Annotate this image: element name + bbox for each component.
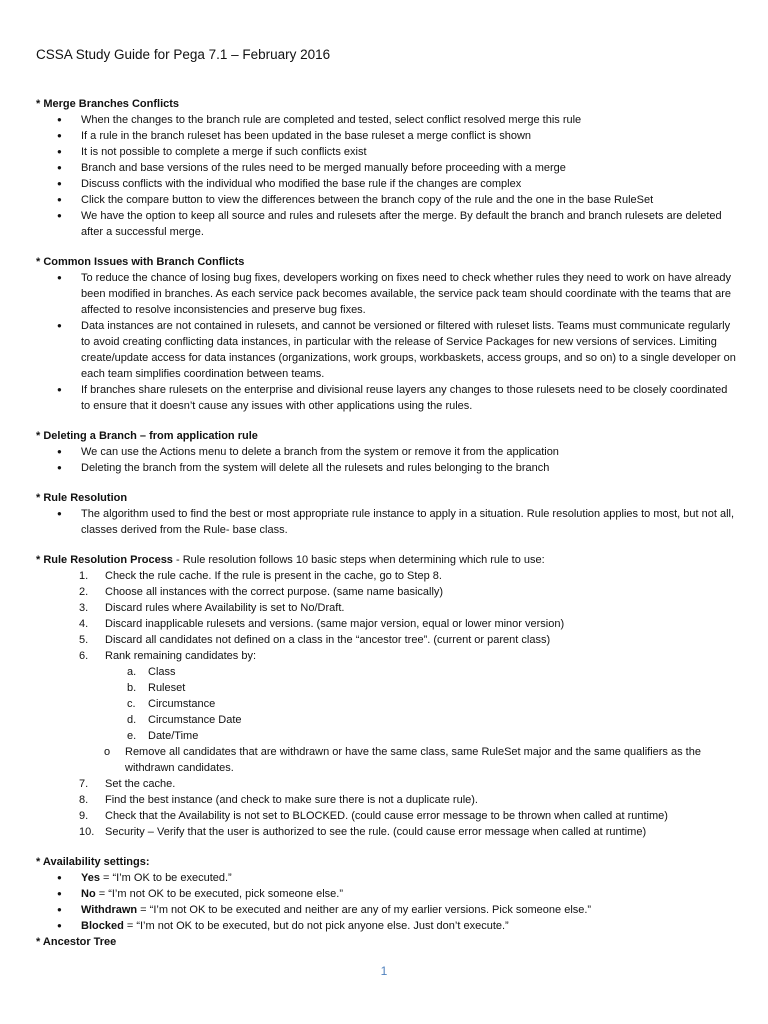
term-description: = “I’m not OK to be executed, but do not pick anyone else. Just don’t execute.”	[123, 920, 509, 932]
item-letter: e.	[127, 730, 137, 742]
step-number: 4.	[79, 618, 89, 630]
rank-list	[36, 664, 736, 744]
list-item	[36, 584, 736, 600]
list-item: ● It is not possible to complete a merge if such conflicts exist	[36, 144, 736, 160]
list-item	[36, 616, 736, 632]
bullet-list	[36, 444, 736, 476]
section-heading: * Common Issues with Branch Conflicts	[36, 256, 245, 268]
list-item	[36, 632, 736, 648]
term-description: = “I’m not OK to be executed and neither are any of my earlier versions. Pick someone else.”	[137, 904, 592, 916]
item-text: Class	[148, 666, 176, 678]
section-heading-ancestor-tree: * Ancestor Tree	[36, 936, 117, 948]
term: Withdrawn	[81, 904, 138, 916]
term-description: = “I’m OK to be executed.”	[99, 872, 232, 884]
item-text: Circumstance Date	[148, 714, 242, 726]
section-rule-resolution-process	[36, 552, 736, 840]
step-text: Discard all candidates not defined on a class in the “ancestor tree”. (current or parent class)	[105, 634, 551, 646]
list-item: ● If branches share rulesets on the enterprise and divisional reuse layers any changes to those rulesets need to be closely coordinated to ensure that it doesn’t cause any issues with other applications using the rules.	[36, 382, 736, 414]
step-number: 8.	[79, 794, 89, 806]
section-merge-branches-conflicts	[36, 96, 736, 240]
section-heading: * Availability settings:	[36, 856, 150, 868]
page-number: 1	[380, 964, 388, 978]
step-text: Discard inapplicable rulesets and versions. (same major version, equal or lower minor version)	[105, 618, 565, 630]
step-text: Rank remaining candidates by:	[105, 650, 257, 662]
item-letter: d.	[127, 714, 137, 726]
term: Blocked	[81, 920, 124, 932]
item-text: Ruleset	[148, 682, 186, 694]
list-item: ● We can use the Actions menu to delete a branch from the system or remove it from the application	[36, 444, 736, 460]
bullet-list	[36, 112, 736, 240]
item-letter: a.	[127, 666, 137, 678]
item-letter: c.	[127, 698, 136, 710]
step-text: Check that the Availability is not set to BLOCKED. (could cause error message to be thrown when called at runtime)	[105, 810, 668, 822]
step-number: 3.	[79, 602, 89, 614]
list-item: ● Branch and base versions of the rules need to be merged manually before proceeding with a merge	[36, 160, 736, 176]
list-item	[36, 792, 736, 808]
heading-description: - Rule resolution follows 10 basic steps when determining which rule to use:	[172, 554, 545, 566]
list-item	[36, 568, 736, 584]
list-item: ● Deleting the branch from the system will delete all the rulesets and rules belonging to the branch	[36, 460, 736, 476]
step-text: Security – Verify that the user is authorized to see the rule. (could cause error message when called at runtime)	[105, 826, 647, 838]
section-deleting-branch	[36, 428, 736, 476]
term: No	[81, 888, 96, 900]
list-item	[36, 696, 736, 712]
section-heading	[36, 552, 736, 568]
list-item	[36, 664, 736, 680]
section-rule-resolution	[36, 490, 736, 538]
section-common-issues	[36, 254, 736, 414]
list-item	[36, 712, 736, 728]
step-text: Set the cache.	[105, 778, 176, 790]
list-item: ● If a rule in the branch ruleset has been updated in the base ruleset a merge conflict is shown	[36, 128, 736, 144]
bullet-list	[36, 270, 736, 414]
heading-bold: * Rule Resolution Process	[36, 554, 173, 566]
list-item	[36, 808, 736, 824]
list-item: ● Data instances are not contained in rulesets, and cannot be versioned or filtered with ruleset lists. Teams must communicate regularly to avoid creating conflicting data instances, in particular with the release of Service Packages for new versions of services. Limiting create/update access for data instances (organizations, work groups, workbaskets, access groups, and so on) to a single developer on each team simplifies coordination between teams.	[36, 318, 736, 382]
numbered-list	[36, 776, 736, 840]
list-item	[36, 902, 736, 918]
list-item: ● To reduce the chance of losing bug fixes, developers working on fixes need to check whether rules they need to work on have already been modified in branches. As each service pack becomes available, the service pack team should coordinate with the teams that are affected to resolve inconsistencies and preserve bug fixes.	[36, 270, 736, 318]
step-number: 9.	[79, 810, 89, 822]
document-title: CSSA Study Guide for Pega 7.1 – February 2016	[36, 47, 331, 62]
section-heading: * Merge Branches Conflicts	[36, 98, 180, 110]
list-item	[36, 648, 736, 664]
term-description: = “I’m not OK to be executed, pick someone else.”	[95, 888, 343, 900]
list-item	[36, 680, 736, 696]
step-number: 10.	[79, 826, 95, 838]
step-number: 7.	[79, 778, 89, 790]
item-text: Circumstance	[148, 698, 216, 710]
list-item: ● We have the option to keep all source and rules and rulesets after the merge. By default the branch and branch rulesets are deleted after a successful merge.	[36, 208, 736, 240]
list-item: ● Discuss conflicts with the individual who modified the base rule if the changes are complex	[36, 176, 736, 192]
list-item	[36, 918, 736, 934]
numbered-list	[36, 568, 736, 664]
step-text: Check the rule cache. If the rule is present in the cache, go to Step 8.	[105, 570, 442, 582]
list-item: ● Click the compare button to view the differences between the branch copy of the rule and the one in the base RuleSet	[36, 192, 736, 208]
item-text: Date/Time	[148, 730, 199, 742]
bullet-list	[36, 870, 736, 934]
bullet-list	[36, 506, 736, 538]
document-body	[36, 96, 736, 950]
list-item	[36, 728, 736, 744]
step-number: 1.	[79, 570, 89, 582]
step-number: 5.	[79, 634, 89, 646]
list-item	[36, 824, 736, 840]
step-text: Find the best instance (and check to make sure there is not a duplicate rule).	[105, 794, 478, 806]
list-item	[36, 776, 736, 792]
step-text: Discard rules where Availability is set to No/Draft.	[105, 602, 345, 614]
section-availability-settings	[36, 854, 736, 950]
step-text: Choose all instances with the correct purpose. (same name basically)	[105, 586, 444, 598]
item-letter: b.	[127, 682, 137, 694]
list-item: ● When the changes to the branch rule are completed and tested, select conflict resolved merge this rule	[36, 112, 736, 128]
remove-candidates-note	[36, 744, 736, 776]
step-number: 2.	[79, 586, 89, 598]
step-number: 6.	[79, 650, 89, 662]
list-item: ● The algorithm used to find the best or most appropriate rule instance to apply in a situation. Rule resolution applies to most, but not all, classes derived from the Rule- base class.	[36, 506, 736, 538]
hollow-bullet-icon: o	[104, 746, 111, 758]
list-item	[36, 886, 736, 902]
section-heading: * Deleting a Branch – from application rule	[36, 430, 258, 442]
term: Yes	[81, 872, 100, 884]
list-item	[36, 870, 736, 886]
section-heading: * Rule Resolution	[36, 492, 128, 504]
note-text: Remove all candidates that are withdrawn or have the same class, same RuleSet major and the same qualifiers as the withdrawn candidates.	[125, 746, 701, 774]
list-item	[36, 600, 736, 616]
